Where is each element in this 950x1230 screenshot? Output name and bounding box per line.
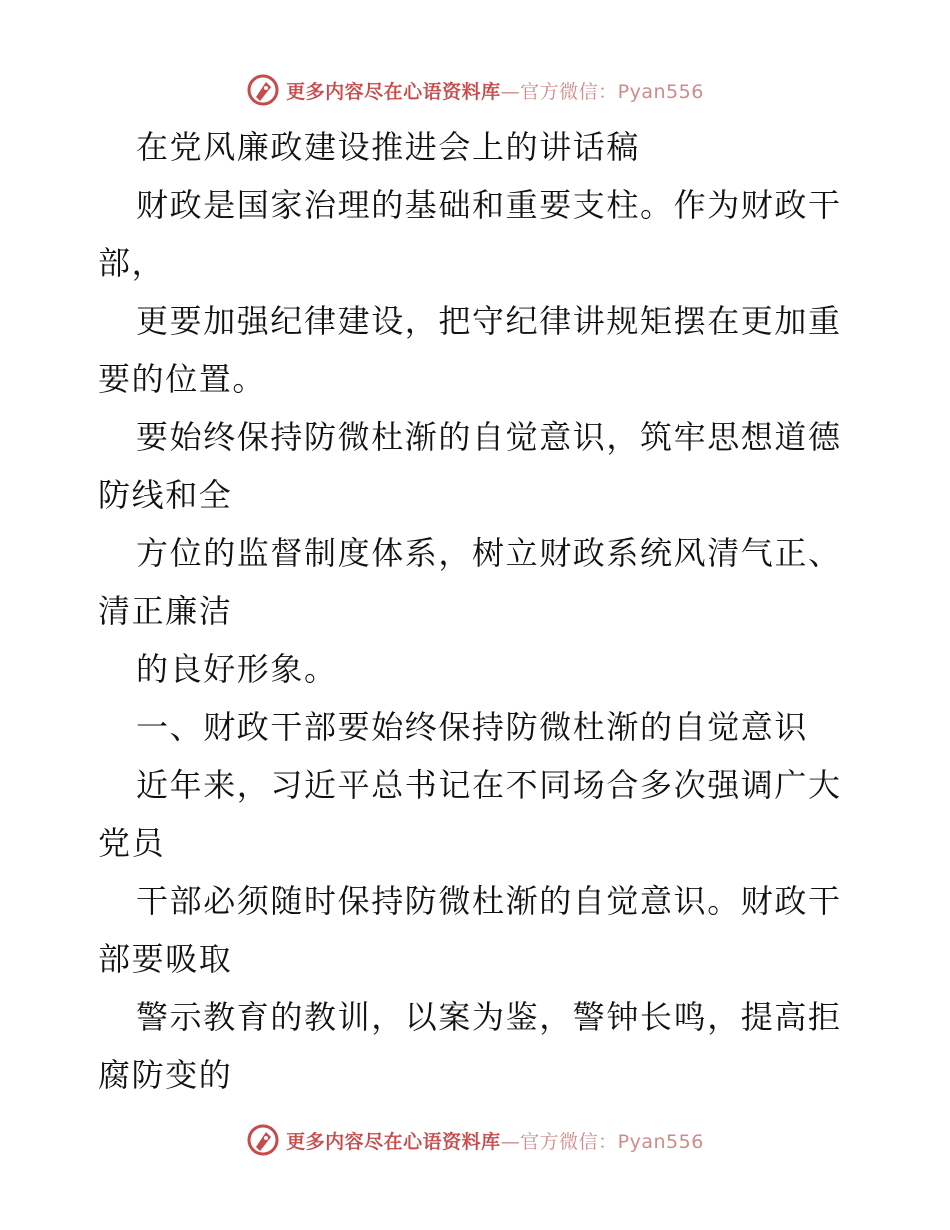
watermark-prefix: 更多内容尽在心语资料库 (286, 1130, 501, 1153)
text-line: 在党风廉政建设推进会上的讲话稿 (136, 128, 641, 166)
pen-logo-icon (246, 73, 280, 107)
text-line: 财政是国家治理的基础和重要支柱。作为财政干 (136, 186, 842, 224)
watermark-prefix: 更多内容尽在心语资料库 (286, 80, 501, 103)
text-line: 更要加强纪律建设，把守纪律讲规矩摆在更加重 (136, 302, 842, 340)
text-line: 防线和全 (98, 476, 233, 514)
pen-logo-icon (246, 1123, 280, 1157)
watermark-suffix: 官方微信：Pyan556 (520, 80, 704, 103)
text-line: 近年来，习近平总书记在不同场合多次强调广大 (136, 766, 842, 804)
watermark-separator: — (500, 1130, 521, 1153)
watermark-text (286, 1127, 704, 1154)
text-line: 要的位置。 (98, 360, 267, 398)
text-line: 干部必须随时保持防微杜渐的自觉意识。财政干 (136, 882, 842, 920)
text-line: 党员 (98, 824, 166, 862)
text-line: 方位的监督制度体系，树立财政系统风清气正、 (136, 534, 842, 572)
footer-watermark (0, 1120, 950, 1160)
header-watermark (0, 70, 950, 110)
text-line: 腐防变的 (98, 1056, 233, 1094)
document-body (98, 118, 858, 1104)
text-line: 要始终保持防微杜渐的自觉意识，筑牢思想道德 (136, 418, 842, 456)
text-line: 部， (98, 244, 166, 282)
watermark-suffix: 官方微信：Pyan556 (520, 1130, 704, 1153)
text-line: 的良好形象。 (136, 650, 338, 688)
text-line: 部要吸取 (98, 940, 233, 978)
text-line: 警示教育的教训，以案为鉴，警钟长鸣，提高拒 (136, 998, 842, 1036)
watermark-text (286, 77, 704, 104)
text-line: 一、财政干部要始终保持防微杜渐的自觉意识 (136, 708, 809, 746)
watermark-separator: — (500, 80, 521, 103)
text-line: 清正廉洁 (98, 592, 233, 630)
